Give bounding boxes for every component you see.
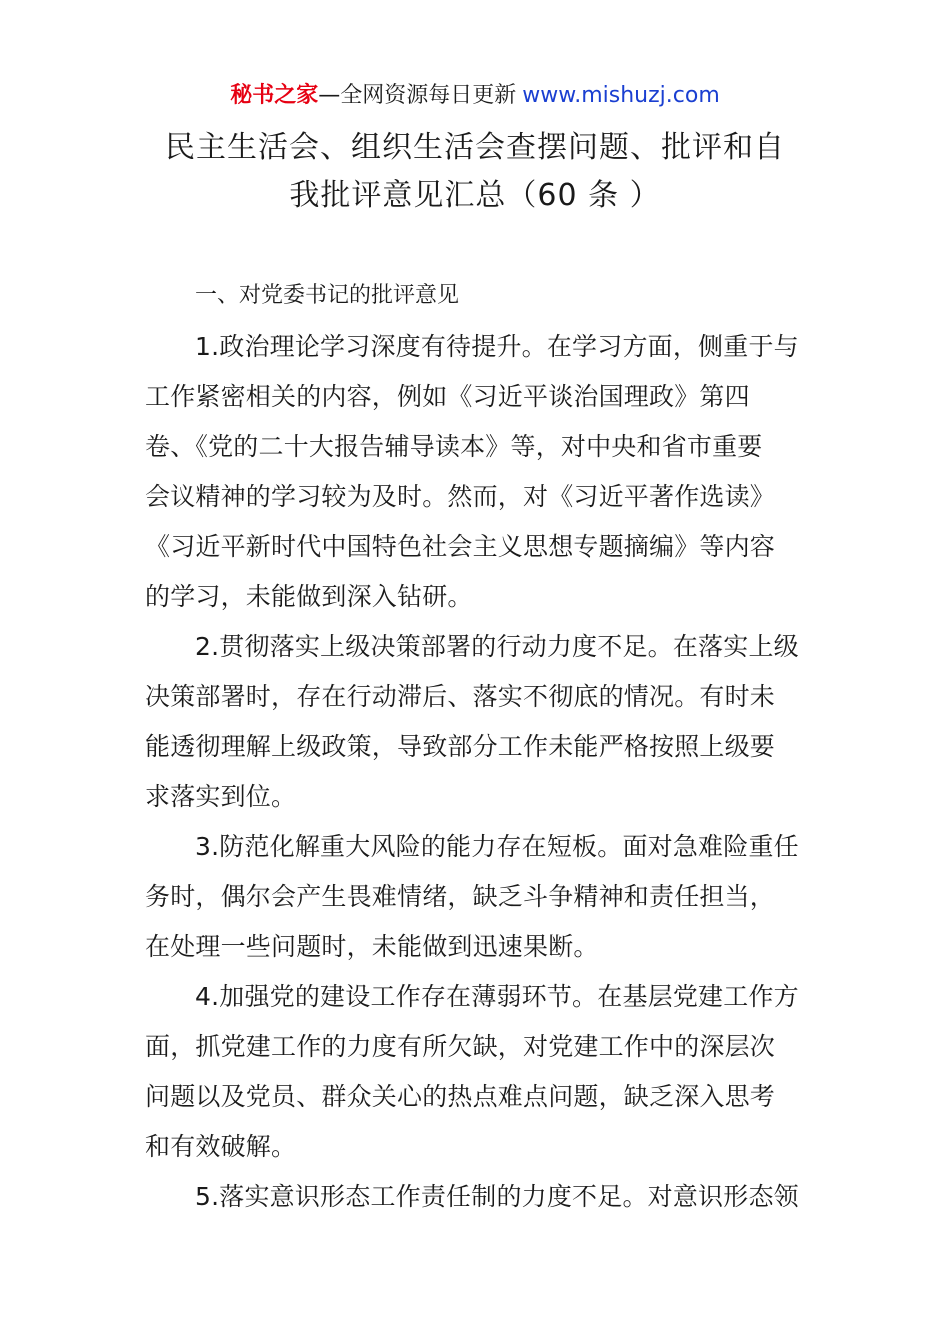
title-line-1: 民主生活会、组织生活会查摆问题、批评和自 xyxy=(165,130,785,165)
paragraph-line: 5.落实意识形态工作责任制的力度不足。对意识形态领 xyxy=(195,1182,799,1211)
paragraph-line: 卷、《党的二十大报告辅导读本》等，对中央和省市重要 xyxy=(145,432,763,461)
header-tagline: —全网资源每日更新 xyxy=(318,83,517,108)
paragraph-line: 在处理一些问题时，未能做到迅速果断。 xyxy=(145,932,599,961)
paragraph-line: 面，抓党建工作的力度有所欠缺，对党建工作中的深层次 xyxy=(145,1032,776,1061)
paragraph-line: 决策部署时，存在行动滞后、落实不彻底的情况。有时未 xyxy=(145,682,776,711)
paragraph-line: 1.政治理论学习深度有待提升。在学习方面，侧重于与 xyxy=(195,332,799,361)
paragraph-line: 求落实到位。 xyxy=(145,782,297,811)
paragraph-1 xyxy=(145,322,810,622)
document-title xyxy=(140,124,810,220)
section-heading: 一、对党委书记的批评意见 xyxy=(195,283,460,308)
site-header xyxy=(0,80,950,112)
site-url-link[interactable]: www.mishuzj.com xyxy=(522,83,720,108)
title-line-2: 我批评意见汇总（60 条 ） xyxy=(289,178,661,213)
paragraph-line: 3.防范化解重大风险的能力存在短板。面对急难险重任 xyxy=(195,832,799,861)
brand-name: 秘书之家 xyxy=(230,83,319,108)
paragraph-2 xyxy=(145,622,810,822)
paragraph-line: 2.贯彻落实上级决策部署的行动力度不足。在落实上级 xyxy=(195,632,799,661)
paragraph-line: 《习近平新时代中国特色社会主义思想专题摘编》等内容 xyxy=(145,532,776,561)
paragraph-line: 问题以及党员、群众关心的热点难点问题，缺乏深入思考 xyxy=(145,1082,776,1111)
paragraph-line: 的学习，未能做到深入钻研。 xyxy=(145,582,473,611)
paragraph-line: 4.加强党的建设工作存在薄弱环节。在基层党建工作方 xyxy=(195,982,799,1011)
paragraph-line: 工作紧密相关的内容，例如《习近平谈治国理政》第四 xyxy=(145,382,750,411)
paragraph-line: 和有效破解。 xyxy=(145,1132,297,1161)
paragraph-line: 务时，偶尔会产生畏难情绪，缺乏斗争精神和责任担当， xyxy=(145,882,776,911)
document-body xyxy=(145,276,810,1222)
paragraph-4 xyxy=(145,972,810,1172)
paragraph-line: 会议精神的学习较为及时。然而，对《习近平著作选读》 xyxy=(145,482,776,511)
paragraph-5 xyxy=(145,1172,810,1222)
paragraph-3 xyxy=(145,822,810,972)
paragraph-line: 能透彻理解上级政策，导致部分工作未能严格按照上级要 xyxy=(145,732,776,761)
